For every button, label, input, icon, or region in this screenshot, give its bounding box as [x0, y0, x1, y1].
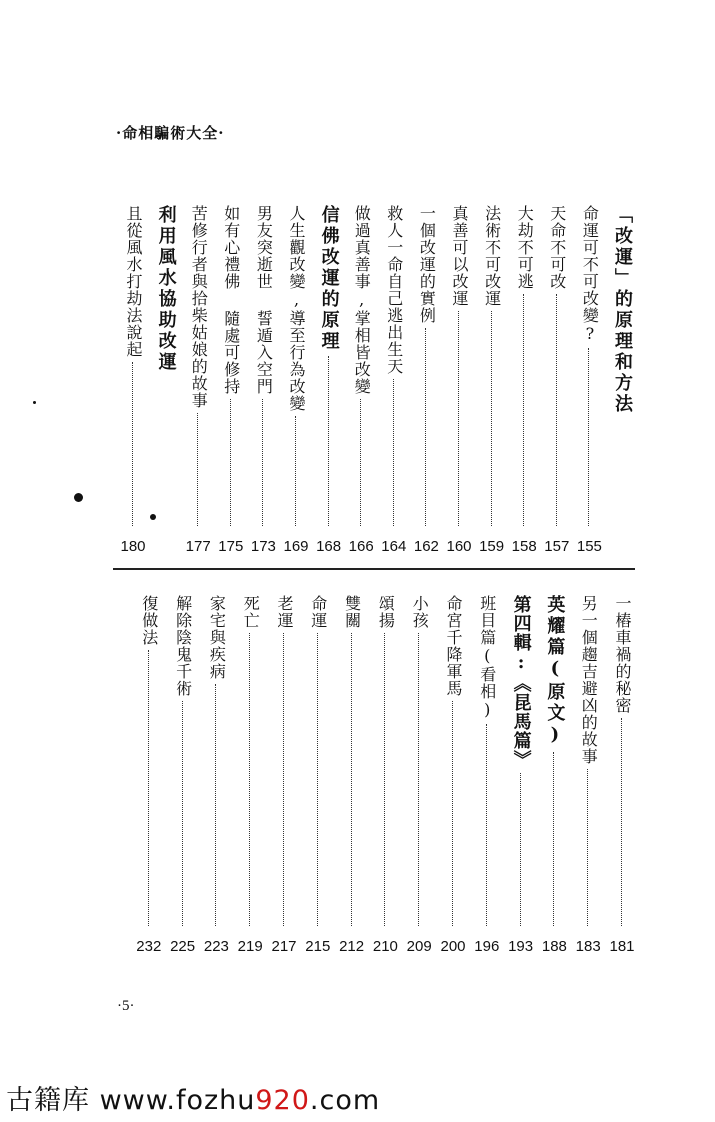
toc-page-number: 169: [283, 538, 309, 555]
leader-dots: [587, 769, 588, 926]
leader-dots: [523, 294, 524, 526]
toc-page-number: 215: [305, 938, 331, 955]
toc-entry-title: 命運: [308, 595, 328, 629]
leader-dots: [486, 724, 487, 926]
toc-page-number: 188: [541, 938, 567, 955]
toc-entry-title: 人生觀改變,導至行為改變: [287, 205, 306, 412]
toc-entry-title: 做過真善事,掌相皆改變: [352, 205, 372, 395]
toc-page-number: 155: [576, 538, 602, 555]
toc-entry-title: 另一個趨吉避凶的故事: [579, 595, 599, 765]
toc-page-number: 175: [218, 538, 244, 555]
page-folio: ·5·: [117, 998, 135, 1014]
toc-entry-title: 死亡: [241, 595, 261, 629]
toc-entry-title: 且從風水打劫法說起: [124, 205, 143, 358]
toc-page-number: 164: [381, 538, 407, 555]
section-divider: [113, 568, 635, 570]
toc-entry-title: 天命不可改: [547, 205, 567, 290]
ink-speck: [150, 514, 156, 520]
toc-page-number: 180: [120, 538, 146, 555]
toc-page-number: 177: [185, 538, 211, 555]
leader-dots: [384, 633, 385, 926]
leader-dots: [197, 413, 198, 526]
leader-dots: [283, 633, 284, 926]
watermark: [6, 1078, 380, 1117]
toc-page-number: 232: [136, 938, 162, 955]
toc-entry-title: 一樁車禍的秘密: [613, 595, 632, 714]
toc-page-number: 158: [511, 538, 537, 555]
toc-page-number: 200: [440, 938, 466, 955]
toc-page-number: 183: [575, 938, 601, 955]
leader-dots: [393, 379, 394, 526]
leader-dots: [148, 650, 149, 926]
leader-dots: [425, 328, 426, 526]
toc-page-number: 193: [508, 938, 534, 955]
ink-speck: [33, 401, 36, 404]
leader-dots: [230, 399, 231, 526]
leader-dots: [621, 718, 622, 926]
toc-page-number: 157: [544, 538, 570, 555]
toc-entry-title: 命運可不可改變?: [580, 205, 600, 344]
leader-dots: [553, 752, 554, 926]
leader-dots: [452, 701, 453, 926]
toc-entry-title: 「改運」的原理和方法: [612, 205, 633, 415]
leader-dots: [520, 773, 521, 926]
toc-page-number: 217: [271, 938, 297, 955]
toc-page-number: 212: [339, 938, 365, 955]
toc-entry-title: 信佛改運的原理: [318, 205, 340, 352]
toc-entry-title: 英耀篇(原文): [544, 595, 566, 748]
toc-entry-title: 苦修行者與拾柴姑娘的故事: [189, 205, 209, 409]
toc-entry-title: 男友突逝世 誓遁入空門: [254, 205, 274, 395]
leader-dots: [249, 633, 250, 926]
leader-dots: [328, 356, 329, 526]
leader-dots: [317, 633, 318, 926]
toc-page-number: 225: [170, 938, 196, 955]
leader-dots: [360, 399, 361, 526]
toc-page-number: 219: [237, 938, 263, 955]
toc-page-number: 166: [348, 538, 374, 555]
watermark-number: 920: [255, 1085, 310, 1116]
leader-dots: [491, 311, 492, 526]
toc-page-number: 168: [316, 538, 342, 555]
toc-page-number: 223: [203, 938, 229, 955]
leader-dots: [351, 633, 352, 926]
toc-entry-title: 班目篇(看相): [477, 595, 497, 720]
watermark-suffix: .com: [309, 1085, 381, 1116]
toc-entry-title: 小孩: [410, 595, 430, 629]
toc-page-number: 181: [609, 938, 635, 955]
toc-page-number: 160: [446, 538, 472, 555]
toc-entry-title: 雙關: [342, 595, 362, 629]
leader-dots: [458, 311, 459, 526]
ink-speck: [74, 493, 83, 502]
toc-entry-title: 大劫不可逃: [515, 205, 535, 290]
toc-page-number: 209: [406, 938, 432, 955]
toc-page-number: 162: [413, 538, 439, 555]
toc-entry-title: 一個改運的實例: [417, 205, 437, 324]
leader-dots: [588, 348, 589, 526]
toc-entry-title: 利用風水協助改運: [155, 205, 177, 373]
toc-page-number: 173: [250, 538, 276, 555]
toc-entry-title: 復做法: [139, 595, 159, 646]
watermark-cjk: 古籍库: [6, 1085, 90, 1116]
toc-entry-title: 法術不可改運: [482, 205, 502, 307]
leader-dots: [418, 633, 419, 926]
leader-dots: [182, 701, 183, 926]
toc-page-number: 159: [479, 538, 505, 555]
toc-entry-title: 家宅與疾病: [207, 595, 227, 680]
toc-entry-title: 解除陰鬼千術: [173, 595, 193, 697]
toc-entry-title: 命宮千降軍馬: [444, 595, 463, 697]
toc-entry-title: 第四輯:《昆馬篇》: [510, 595, 532, 769]
toc-entry-title: 真善可以改運: [450, 205, 469, 307]
toc-page-number: 196: [474, 938, 500, 955]
leader-dots: [262, 399, 263, 526]
toc-entry-title: 頌揚: [376, 595, 396, 629]
running-title: ·命相騙術大全·: [116, 124, 225, 142]
leader-dots: [132, 362, 133, 526]
toc-page-number: 210: [372, 938, 398, 955]
watermark-prefix: www.fozhu: [99, 1085, 256, 1116]
toc-entry-title: 老運: [275, 595, 294, 629]
leader-dots: [215, 684, 216, 926]
toc-entry-title: 如有心禮佛 隨處可修持: [221, 205, 241, 395]
leader-dots: [295, 416, 296, 526]
toc-entry-title: 救人一命自己逃出生天: [384, 205, 404, 375]
leader-dots: [556, 294, 557, 526]
